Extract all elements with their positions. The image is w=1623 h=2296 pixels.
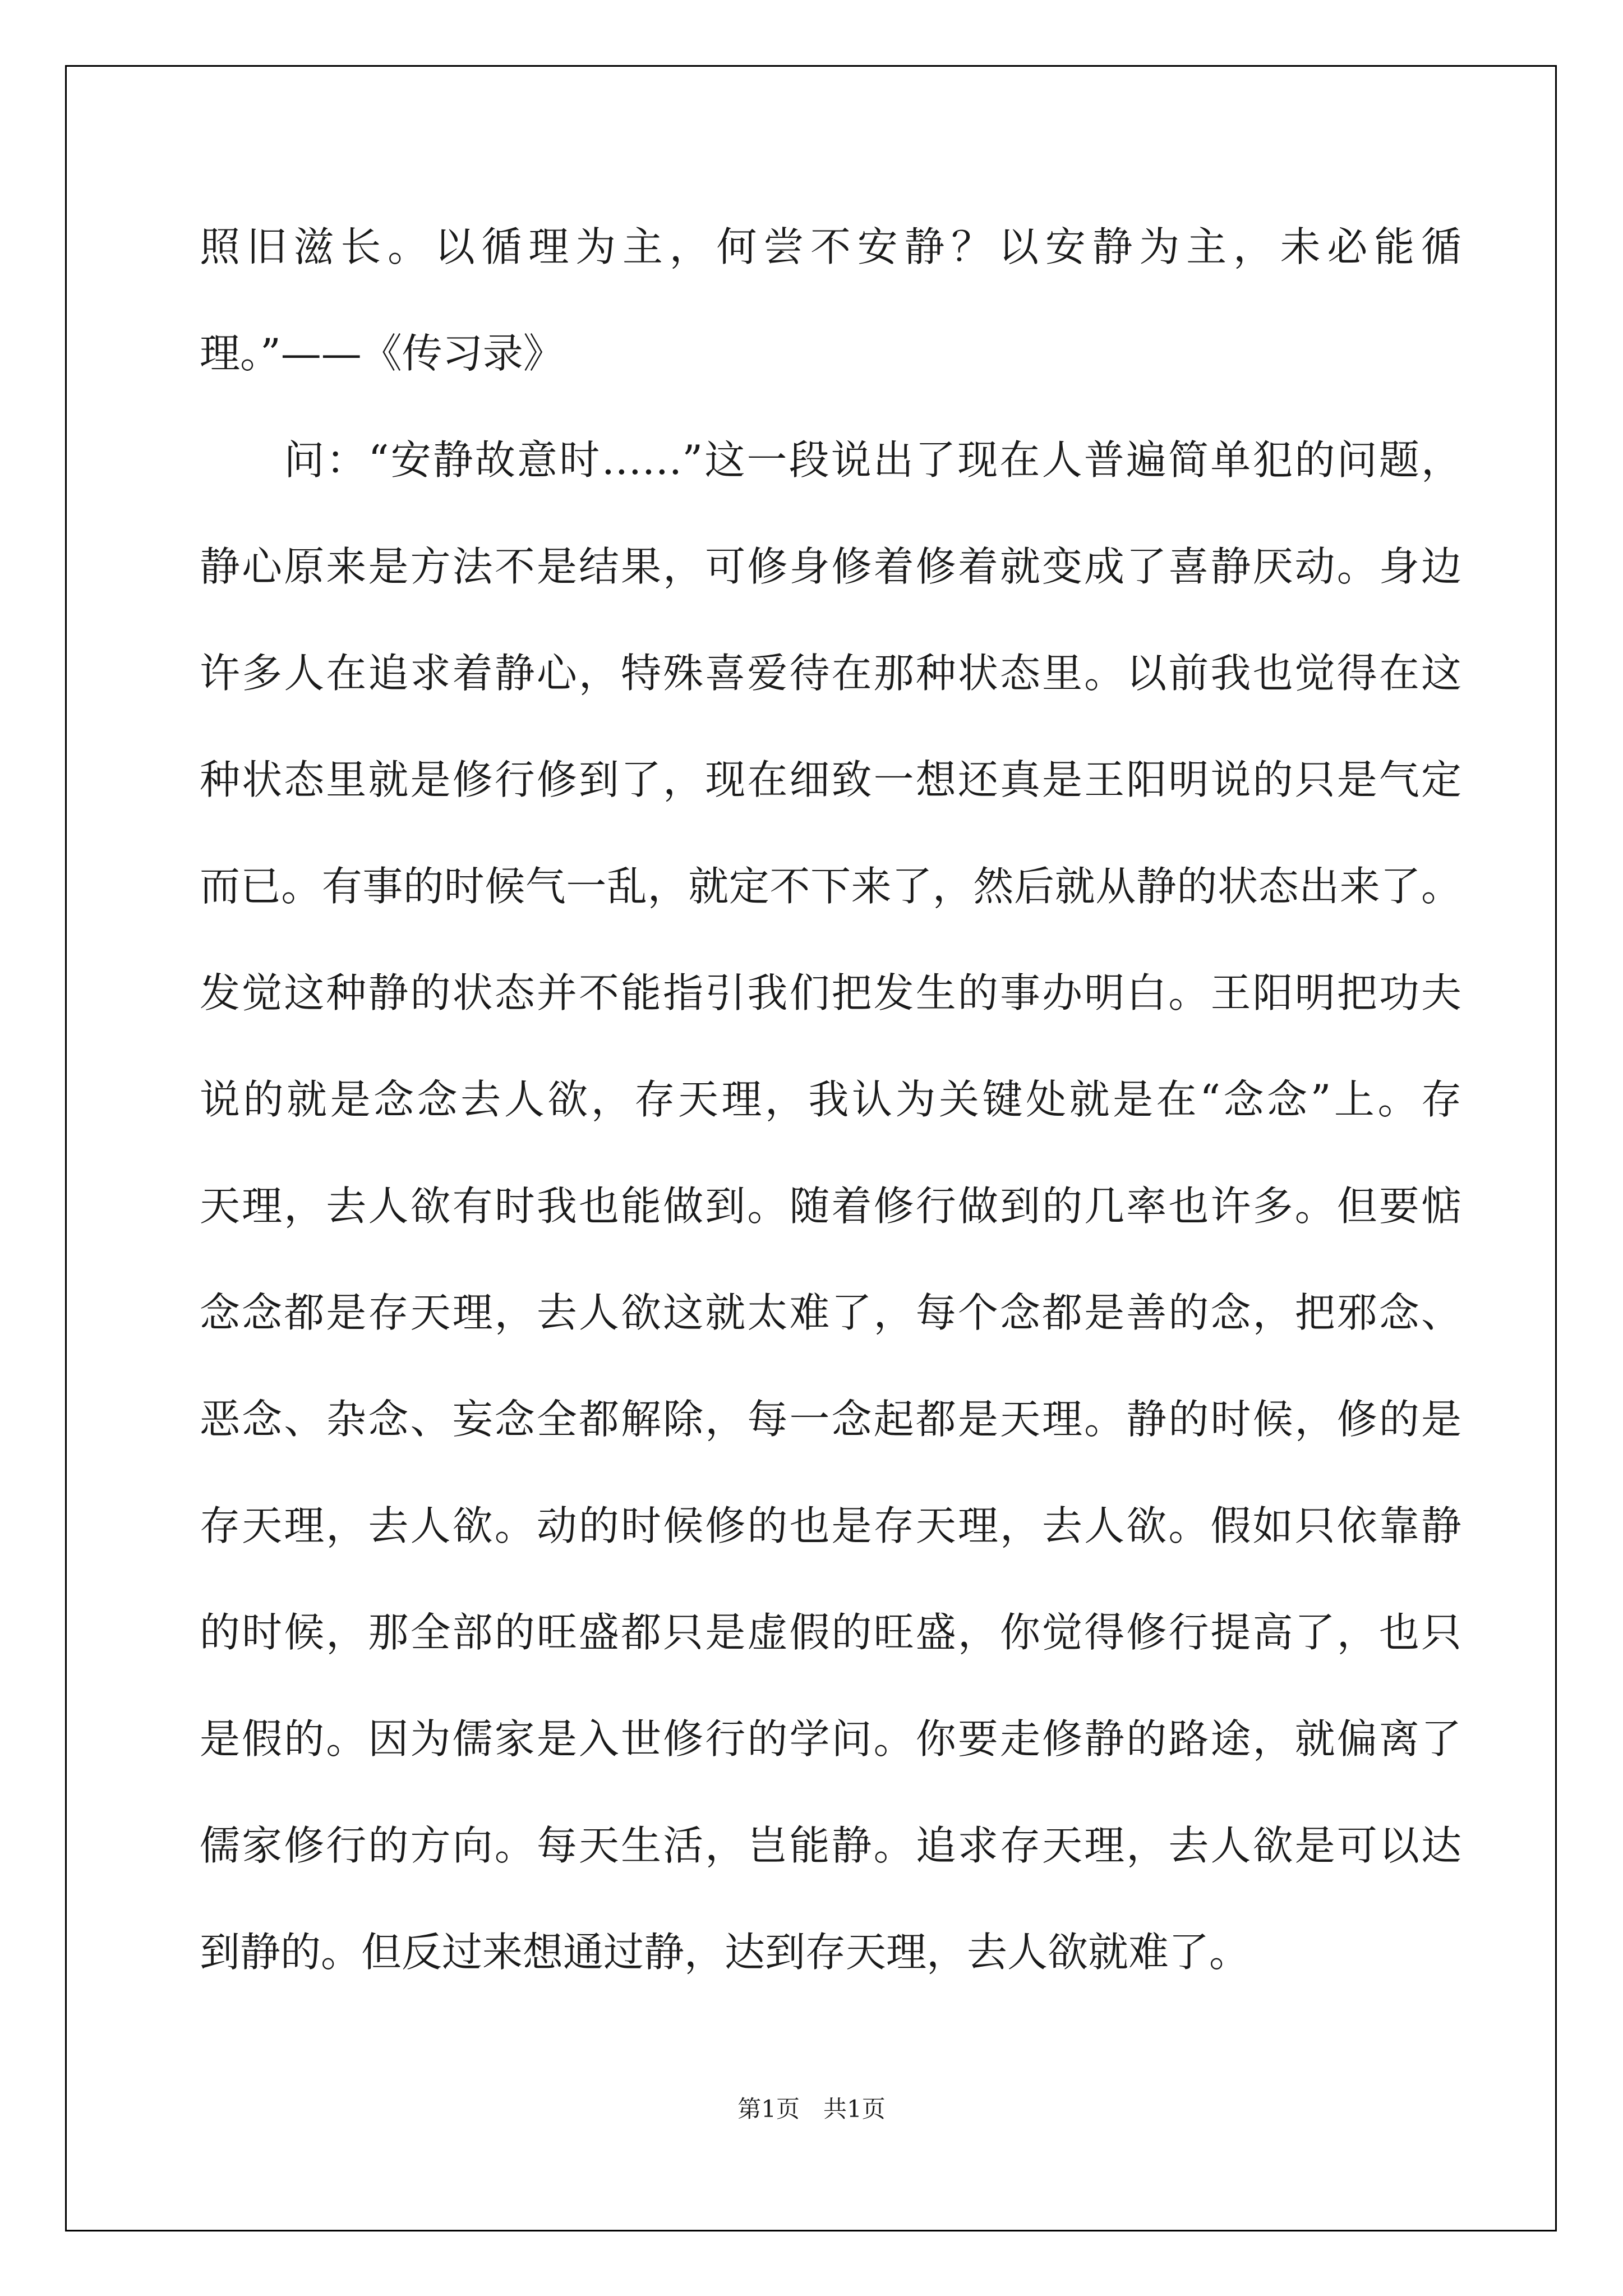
text-line: 恶念、杂念、妄念全都解除，每一念起都是天理。静的时候，修的是 [200,1396,1461,1443]
text-line: 说的就是念念去人欲，存天理，我认为关键处就是在“念念”上。存 [200,1076,1461,1123]
text-line: 是假的。因为儒家是入世修行的学问。你要走修静的路途，就偏离了 [200,1715,1461,1763]
document-body [200,216,1461,2028]
text-line: 的时候，那全部的旺盛都只是虚假的旺盛，你觉得修行提高了，也只 [200,1609,1461,1656]
text-line: 天理，去人欲有时我也能做到。随着修行做到的几率也许多。但要惦 [200,1182,1461,1230]
text-line: 种状态里就是修行修到了，现在细致一想还真是王阳明说的只是气定 [200,756,1461,803]
text-line: 念念都是存天理，去人欲这就太难了，每个念都是善的念，把邪念、 [200,1289,1461,1336]
text-line: 存天理，去人欲。动的时候修的也是存天理，去人欲。假如只依靠静 [200,1502,1461,1549]
text-line: 静心原来是方法不是结果，可修身修着修着就变成了喜静厌动。身边 [200,543,1461,590]
text-line: 问：“安静故意时……”这一段说出了现在人普遍简单犯的问题， [200,436,1461,484]
text-line: 许多人在追求着静心，特殊喜爱待在那种状态里。以前我也觉得在这 [200,650,1461,697]
page-number-footer: 第1页 共1页 [737,2095,886,2123]
text-line: 发觉这种静的状态并不能指引我们把发生的事办明白。王阳明把功夫 [200,969,1461,1016]
text-line: 到静的。但反过来想通过静，达到存天理，去人欲就难了。 [200,1929,1250,1976]
text-line: 而已。有事的时候气一乱，就定不下来了，然后就从静的状态出来了。 [200,863,1461,910]
text-line: 照旧滋长。以循理为主，何尝不安静？以安静为主，未必能循 [200,223,1461,270]
text-line: 儒家修行的方向。每天生活，岂能静。追求存天理，去人欲是可以达 [200,1822,1461,1869]
text-line: 理。”——《传习录》 [200,330,564,377]
